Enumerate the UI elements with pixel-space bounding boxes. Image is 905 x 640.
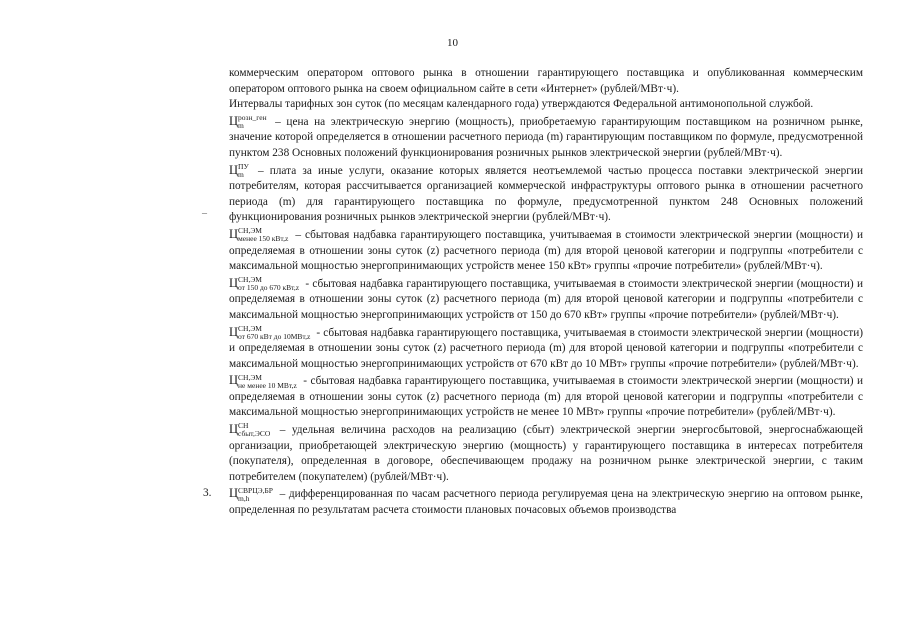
definition-markup-670kw-10mw	[229, 325, 863, 373]
formula-symbol: Ц СН,ЭМ менее 150 кВт,z	[229, 226, 289, 244]
definition-markup-150-670kw	[229, 276, 863, 324]
numbered-item-3	[203, 485, 863, 518]
page-number: 10	[447, 37, 458, 49]
definition-markup-10mw-plus	[229, 373, 863, 421]
formula-symbol: Ц СН,ЭМ от 670 кВт до 10МВт,z	[229, 323, 311, 341]
item-number: 3.	[203, 487, 212, 500]
definition-text: – цена на электрическую энергию (мощность), приобретаемую гарантирующим поставщиком на розничном рынке, значение которой определяется в отношении расчетного периода (m) гарантирующим поставщиком по формуле, предусмотренной пунктом 238 Основных положений функционирования розничных рынков электрической энергии (рублей/МВт·ч).	[229, 115, 863, 159]
formula-symbol: Ц розн_ген m	[229, 113, 267, 131]
formula-symbol: Ц СВРЦЭ,БР m,h	[229, 485, 273, 503]
definition-text: – сбытовая надбавка гарантирующего поставщика, учитываемая в стоимости электрической энергии (мощности) и определяемая в отношении зоны суток (z) расчетного периода (m) для второй ценовой категории и подгруппы «потребители с максимальной мощностью энергопринимающих устройств менее 150 кВт» группы «прочие потребители» (рублей/МВт·ч).	[229, 228, 863, 273]
formula-symbol: Ц СН,ЭМ от 150 до 670 кВт,z	[229, 275, 300, 293]
document-body	[203, 66, 863, 519]
definition-retail-generation-price	[229, 114, 863, 162]
paragraph-continuation: коммерческим оператором оптового рынка в отношении гарантирующего поставщика и опубликованная коммерческим оператором оптового рынка на своем официальном сайте в сети «Интернет» (рублей/МВт·ч).	[229, 67, 863, 95]
definition-text: – плата за иные услуги, оказание которых является неотъемлемой частью процесса поставки электрической энергии потребителям, которая рассчитывается организацией коммерческой инфраструктуры оптового рынка в отношении расчетного периода (m) для гарантирующего поставщика по формуле, предусмотренной пунктом 248 Основных положений функционирования розничных рынков электрической энергии (рублей/МВт·ч).	[229, 164, 863, 224]
formula-symbol: Ц ПУ m	[229, 161, 249, 179]
definition-text: - сбытовая надбавка гарантирующего поставщика, учитываемая в стоимости электрической энергии (мощности) и определяемая в отношении зоны суток (z) расчетного периода (m) для второй ценовой категории и подгруппы «потребители с максимальной мощностью энергопринимающих устройств от 670 кВт до 10 МВт» группы «прочие потребители» (рублей/МВт·ч).	[229, 326, 863, 370]
definition-text: – удельная величина расходов на реализацию (сбыт) электрической энергии энергосбытовой, энергоснабжающей организации, приобретающей электрическую энергию (мощность) у гарантирующего поставщика в интересах потребителя (покупателя), определенная в договоре, обеспечивающем продажу на розничном рынке электрической энергии, с таким потребителем (покупателем) (рублей/МВт·ч).	[229, 424, 863, 483]
definition-text: - сбытовая надбавка гарантирующего поставщика, учитываемая в стоимости электрической энергии (мощности) и определяемая в отношении зоны суток (z) расчетного периода (m) для второй ценовой категории и подгруппы «потребители с максимальной мощностью энергопринимающих устройств не менее 10 МВт» группы «прочие потребители» (рублей/МВт·ч).	[229, 375, 863, 419]
definition-text: – дифференцированная по часам расчетного периода регулируемая цена на электрическую энергию на оптовом рынке, определенная по результатам расчета стоимости плановых почасовых объемов производства	[229, 488, 863, 517]
formula-symbol: Ц СН сбыт,ЭСО	[229, 421, 271, 439]
definition-sales-cost	[229, 422, 863, 485]
definition-markup-under-150kw	[229, 227, 863, 275]
formula-symbol: Ц СН,ЭМ не менее 10 МВт,z	[229, 372, 297, 390]
definition-text: - сбытовая надбавка гарантирующего поставщика, учитываемая в стоимости электрической энергии (мощности) и определяемая в отношении зоны суток (z) расчетного периода (m) для второй ценовой категории и подгруппы «потребители с максимальной мощностью энергопринимающих устройств от 150 до 670 кВт» группы «прочие потребители» (рублей/МВт·ч).	[229, 277, 863, 321]
definition-services-fee	[229, 163, 863, 226]
margin-mark: –	[202, 208, 207, 219]
paragraph-tariff-intervals: Интервалы тарифных зон суток (по месяцам календарного года) утверждаются Федеральной антимонопольной службой.	[229, 98, 814, 111]
